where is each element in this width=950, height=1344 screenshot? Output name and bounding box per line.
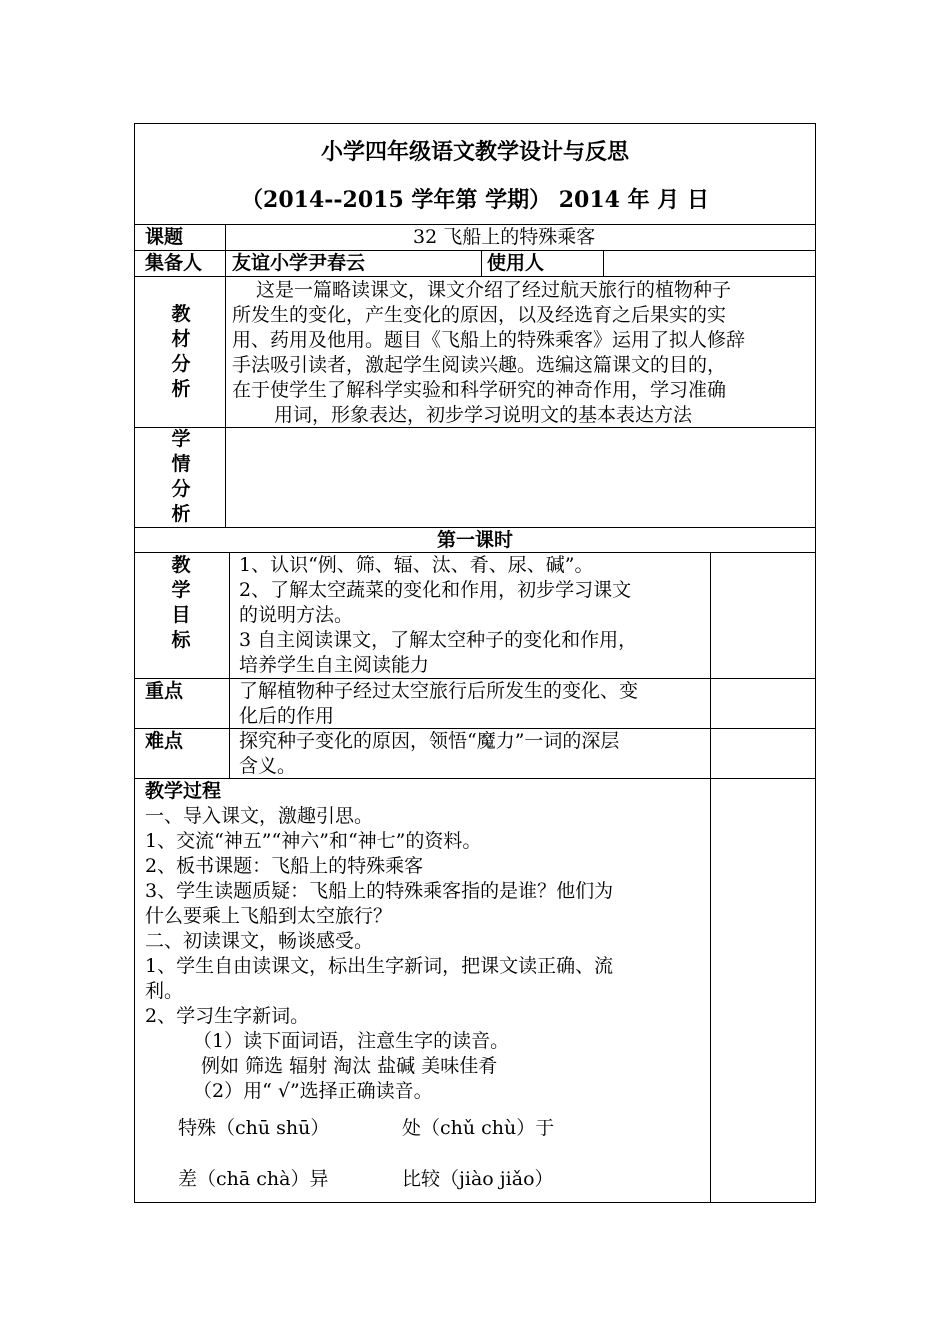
lesson-title: 第一课时 [436, 529, 513, 551]
prep-person-label: 集备人 [145, 252, 203, 274]
key-point-label: 重点 [145, 680, 184, 702]
difficulty-label: 难点 [145, 730, 184, 752]
prep-person-value: 友谊小学尹春云 [232, 252, 366, 274]
teaching-process-label: 教学过程 [145, 780, 222, 802]
topic-label: 课题 [145, 226, 184, 248]
teaching-goals-label: 教 学 目 标 [171, 554, 191, 651]
user-label: 使用人 [487, 252, 545, 274]
topic-value: 32 飞船上的特殊乘客 [413, 226, 596, 248]
document-subtitle: （2014--2015 学年第 学期） 2014 年 月 日 [241, 187, 709, 213]
lesson-plan-table: 小学四年级语文教学设计与反思 （2014--2015 学年第 学期） 2014 年 月 日 课题 32 飞船上的特殊乘客 集备人 友谊小学尹春云 使用人 教 材 分 析 这是一篇略读课文，课文介绍了经过航天旅行的植物种子 所发生的变化，产生变化的原因，以及经选育之后果实的实 用、药用及他用。题目《飞船上的特殊乘客》运用了拟人修辞 手法吸引读者，激起学生阅读兴趣。选编这篇课文的目的， 在于使学生了解科学实验和科学研究的神奇作用，学习准确 用词，形象表达，初步学习说明文的基本表达方法 学 情 分 析 第一课时 教 学 目 标 1、认识“例、筛、辐、汰、肴、尿、碱”。 2、了解太空蔬菜的变化和作用，初步学习课文 的说明方法。 3 自主阅读课文，了解太空种子的变化和作用， 培养学生自主阅读能力 重点 了解植物种子经过太空旅行后所发生的变化、变 化后的作用 难点 探究种子变化的原因，领悟“魔力”一词的深层 含义。 教学过程 一、导入课文，激趣引思。 1、交流“神五”“神六”和“神七”的资料。 2、板书课题：飞船上的特殊乘客 3、学生读题质疑：飞船上的特殊乘客指的是谁？他们为 什么要乘上飞船到太空旅行？ 二、初读课文，畅谈感受。 1、学生自由读课文，标出生字新词，把课文读正确、流 利。 2、学习生字新词。 （1）读下面词语，注意生字的读音。 例如 筛选 辐射 淘汰 盐碱 美味佳肴 （2）用“ √”选择正确读音。 特殊（chū shū） 处（chǔ chù）于 差（chā chà）异 比较（jiào jiǎo） [134, 123, 816, 1203]
material-analysis-label: 教 材 分 析 [171, 303, 191, 400]
document-title: 小学四年级语文教学设计与反思 [320, 139, 629, 165]
student-analysis-label: 学 情 分 析 [171, 428, 191, 525]
